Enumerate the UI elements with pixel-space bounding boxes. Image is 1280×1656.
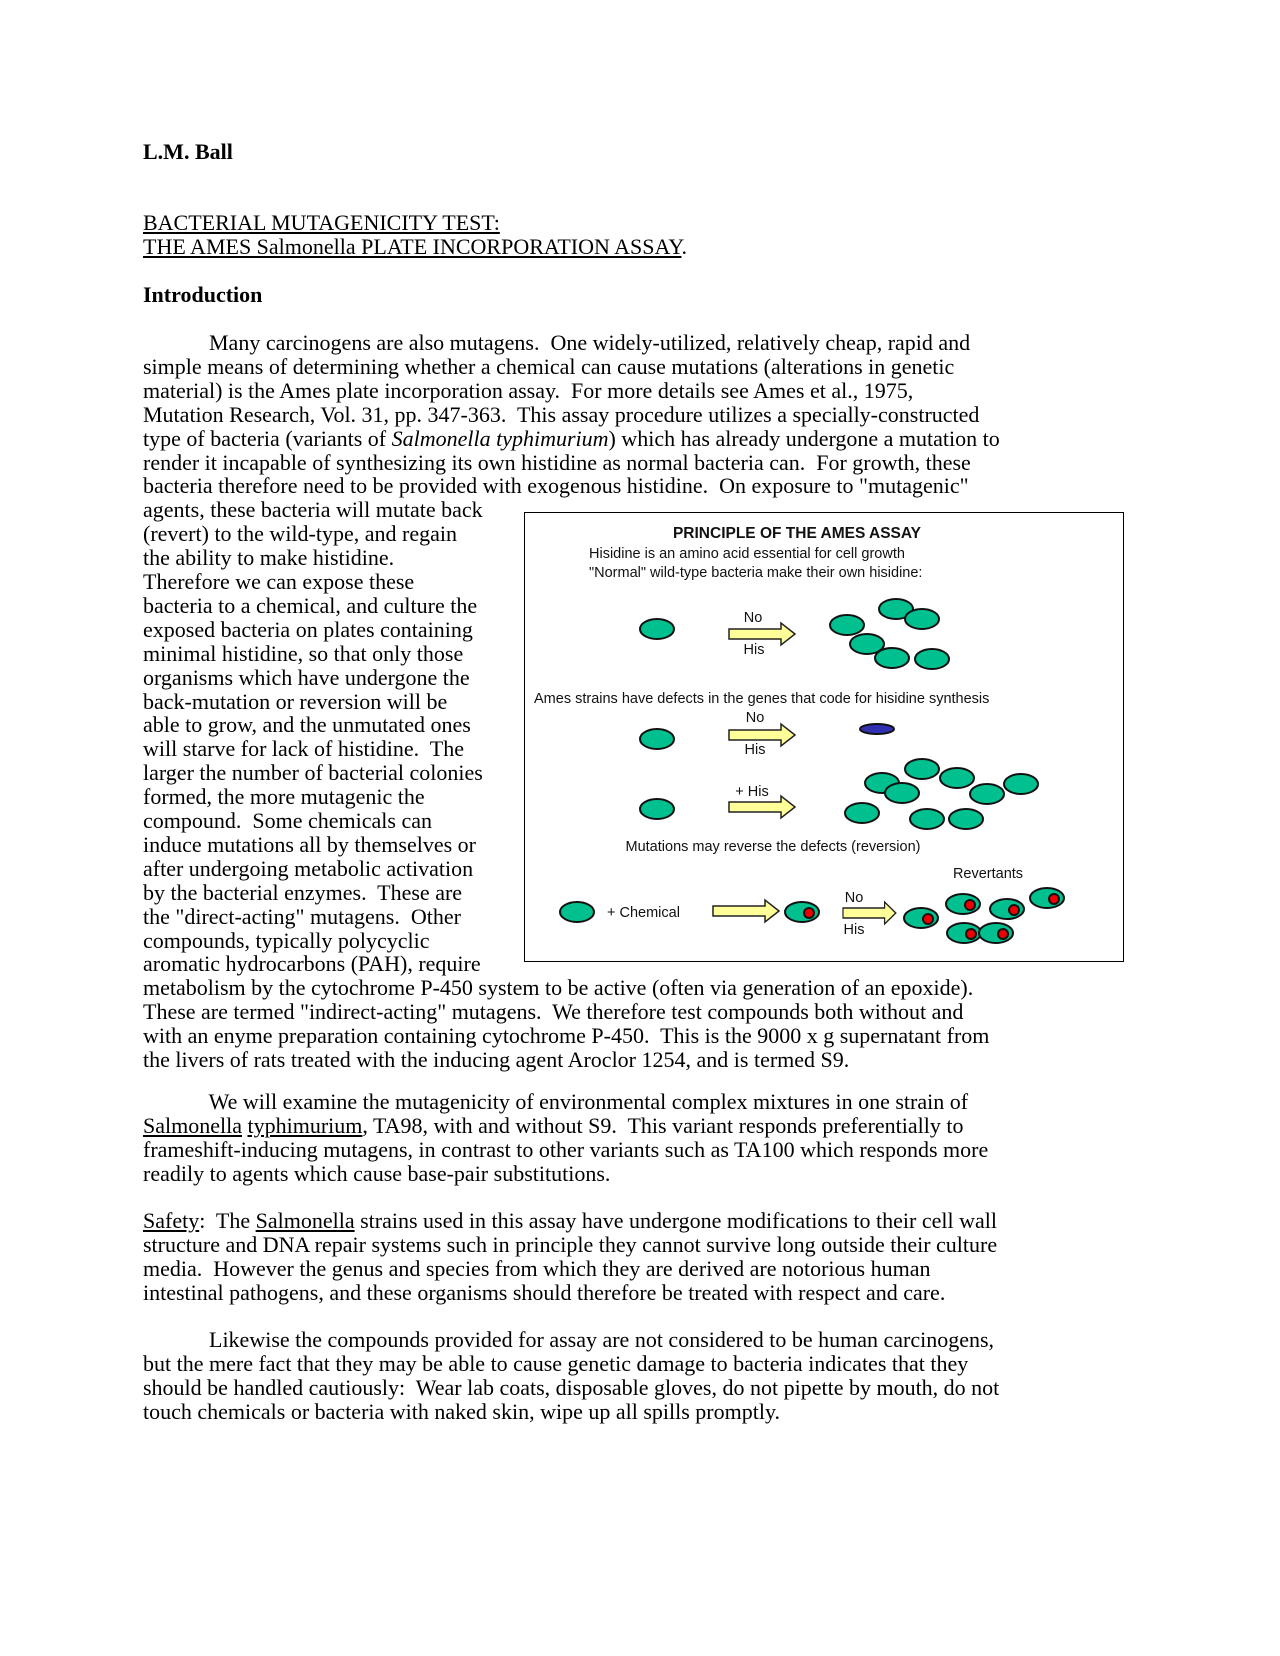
text-segment: render it incapable of synthesizing its own histidine as normal bacteria can. For growth, these [143, 449, 971, 475]
author: L.M. Ball [143, 139, 233, 164]
label-no: No [844, 890, 864, 906]
text-segment: able to grow, and the unmutated ones [143, 712, 471, 738]
bacteria-group [560, 599, 1064, 943]
text-line [143, 1281, 945, 1305]
text-line [143, 1376, 999, 1400]
text-line [143, 618, 473, 642]
text-segment: Many carcinogens are also mutagens. One widely-utilized, relatively cheap, rapid and [143, 330, 971, 355]
text-line [143, 1090, 968, 1114]
ames-strains-caption: Ames strains have defects in the genes that code for hisidine synthesis [534, 691, 990, 707]
text-line [143, 737, 464, 761]
text-segment: Likewise the compounds provided for assay are not considered to be human carcinogens, [143, 1327, 995, 1352]
text-line [143, 1048, 849, 1072]
text-segment: simple means of determining whether a chemical can cause mutations (alterations in genetic [143, 353, 955, 379]
text-line [143, 331, 970, 355]
text-line [143, 713, 471, 737]
figure-drawing [525, 513, 1125, 963]
text-line [143, 642, 463, 666]
text-line [143, 1233, 997, 1257]
mutation-dot-icon [966, 929, 976, 939]
text-segment: larger the number of bacterial colonies [143, 760, 483, 786]
text-segment: ) which has already undergone a mutation to [608, 425, 1000, 451]
text-line [143, 785, 425, 809]
bacterium-icon [910, 809, 944, 829]
underlined-text: Salmonella [143, 1112, 242, 1138]
text-segment: material) is the Ames plate incorporation assay. For more details see Ames et al., 1975, [143, 377, 914, 403]
bacterium-icon [1004, 774, 1038, 794]
text-segment: bacteria therefore need to be provided with exogenous histidine. On exposure to "mutagenic" [143, 473, 969, 499]
bacterium-icon [940, 768, 974, 788]
text-segment: the "direct-acting" mutagens. Other [143, 903, 461, 929]
revertants-label: Revertants [952, 866, 1024, 882]
text-segment: Therefore we can expose these [143, 569, 415, 594]
text-line [143, 403, 979, 427]
text-segment: strains used in this assay have undergone modifications to their cell wall [354, 1208, 997, 1233]
text-line [143, 1024, 989, 1048]
text-line [143, 1114, 964, 1138]
text-line [143, 1209, 997, 1233]
text-segment: compound. Some chemicals can [143, 808, 432, 833]
mutation-dot-icon [1049, 894, 1059, 904]
italic-text: Salmonella typhimurium [391, 425, 609, 451]
text-segment: readily to agents which cause base-pair substitutions. [143, 1160, 611, 1186]
bacterium-icon [640, 729, 674, 749]
text-line [143, 546, 394, 570]
text-line [143, 666, 470, 690]
bacterium-icon [885, 783, 919, 803]
text-segment: induce mutations all by themselves or [143, 831, 476, 857]
text-line [143, 809, 432, 833]
label-no: No [743, 610, 763, 626]
text-segment: agents, these bacteria will mutate back [143, 497, 483, 523]
bacterium-icon [905, 759, 939, 779]
text-line [143, 1352, 968, 1376]
bacterium-icon [560, 902, 594, 922]
text-line [143, 1400, 780, 1424]
figure-title: PRINCIPLE OF THE AMES ASSAY [672, 525, 922, 542]
underlined-text: typhimurium [247, 1112, 363, 1138]
section-heading: Introduction [143, 282, 263, 307]
title-line-1 [143, 211, 500, 235]
text-segment: metabolism by the cytochrome P-450 system to be active (often via generation of an epoxide). [143, 975, 974, 1001]
text-line [143, 379, 913, 403]
text-segment: after undergoing metabolic activation [143, 855, 474, 881]
text-line [143, 1000, 963, 1024]
text-segment: the livers of rats treated with the inducing agent Aroclor 1254, and is termed S9. [143, 1047, 850, 1072]
text-segment: aromatic hydrocarbons (PAH), require [143, 951, 481, 977]
text-segment: frameshift-inducing mutagens, in contrast to other variants such as TA100 which responds more [143, 1136, 989, 1162]
text-line [143, 905, 461, 929]
title-text-1: BACTERIAL MUTAGENICITY TEST: [143, 210, 500, 235]
text-segment: will starve for lack of histidine. The [143, 736, 464, 762]
text-segment: with an enyme preparation containing cytochrome P-450. This is the 9000 x g supernatant from [143, 1023, 990, 1049]
text-line [143, 451, 971, 475]
text-segment: formed, the more mutagenic the [143, 784, 425, 810]
bacterium-icon [875, 648, 909, 668]
title-period: . [681, 234, 687, 259]
text-segment: : The [199, 1208, 256, 1233]
text-line [143, 498, 483, 522]
bacterium-icon [970, 784, 1004, 804]
text-line [143, 929, 430, 953]
mutation-dot-icon [998, 929, 1008, 939]
text-segment: media. However the genus and species from which they are derived are notorious human [143, 1255, 931, 1281]
text-line [143, 881, 462, 905]
label-no: No [745, 710, 765, 726]
text-segment: by the bacterial enzymes. These are [143, 879, 463, 905]
text-segment: structure and DNA repair systems such in principle they cannot survive long outside their culture [143, 1231, 998, 1257]
text-segment: back-mutation or reversion will be [143, 688, 448, 714]
text-line [143, 1162, 610, 1186]
label-plus-his: + His [735, 784, 769, 800]
bacterium-icon [640, 619, 674, 639]
mutation-dot-icon [923, 914, 933, 924]
title-line-2 [143, 235, 687, 259]
text-segment: but the mere fact that they may be able to cause genetic damage to bacteria indicates that they [143, 1350, 969, 1376]
text-line [143, 1257, 930, 1281]
arrow-icon [713, 900, 779, 922]
text-segment: These are termed "indirect-acting" mutagens. We therefore test compounds both without and [143, 999, 964, 1025]
mutations-caption: Mutations may reverse the defects (reversion) [625, 839, 921, 855]
label-his: His [743, 642, 765, 658]
text-segment: organisms which have undergone the [143, 664, 470, 690]
bacterium-icon [845, 803, 879, 823]
text-line [143, 690, 447, 714]
text-line [143, 474, 969, 498]
bacterium-icon [949, 809, 983, 829]
label-his: His [744, 742, 766, 758]
text-line [143, 857, 473, 881]
text-segment: Mutation Research, Vol. 31, pp. 347-363. This assay procedure utilizes a specially-constructed [143, 401, 980, 427]
ames-assay-figure [524, 512, 1124, 962]
text-segment: minimal histidine, so that only those [143, 640, 464, 666]
text-segment: bacteria to a chemical, and culture the [143, 592, 478, 618]
text-line [143, 522, 457, 546]
text-line [143, 952, 481, 976]
text-line [143, 833, 476, 857]
figure-line-2: "Normal" wild-type bacteria make their own hisidine: [589, 565, 923, 581]
text-segment: compounds, typically polycyclic [143, 927, 430, 953]
underlined-text: Safety [143, 1208, 200, 1233]
text-segment: We will examine the mutagenicity of environmental complex mixtures in one strain of [143, 1089, 969, 1114]
text-segment: (revert) to the wild-type, and regain [143, 521, 457, 547]
bacterium-icon [830, 615, 864, 635]
text-line [143, 761, 483, 785]
text-segment: intestinal pathogens, and these organisms should therefore be treated with respect and care. [143, 1279, 946, 1305]
text-segment: should be handled cautiously: Wear lab coats, disposable gloves, do not pipette by mouth, do not [143, 1374, 1000, 1400]
mutation-dot-icon [804, 908, 814, 918]
plus-chemical-label: + Chemical [607, 905, 680, 921]
text-line [143, 976, 973, 1000]
label-his: His [843, 922, 865, 938]
title-text-2: THE AMES Salmonella PLATE INCORPORATION ASSAY [143, 234, 682, 259]
mutation-dot-icon [965, 900, 975, 910]
text-line [143, 594, 477, 618]
text-line [143, 1138, 988, 1162]
text-line [143, 1328, 994, 1352]
figure-line-1: Hisidine is an amino acid essential for cell growth [589, 546, 905, 562]
text-line [143, 427, 1000, 451]
text-segment: type of bacteria (variants of [143, 425, 392, 451]
text-line [143, 570, 414, 594]
bacterium-icon [640, 799, 674, 819]
text-segment: exposed bacteria on plates containing [143, 616, 473, 642]
text-segment: touch chemicals or bacteria with naked skin, wipe up all spills promptly. [143, 1398, 781, 1424]
underlined-text: Salmonella [255, 1208, 355, 1233]
text-segment: , TA98, with and without S9. This variant responds preferentially to [362, 1112, 964, 1138]
bacterium-icon [915, 649, 949, 669]
bacterium-icon [905, 609, 939, 629]
text-line [143, 355, 954, 379]
text-segment: the ability to make histidine. [143, 545, 395, 571]
mutation-dot-icon [1009, 905, 1019, 915]
dead-bacterium-icon [860, 724, 894, 734]
